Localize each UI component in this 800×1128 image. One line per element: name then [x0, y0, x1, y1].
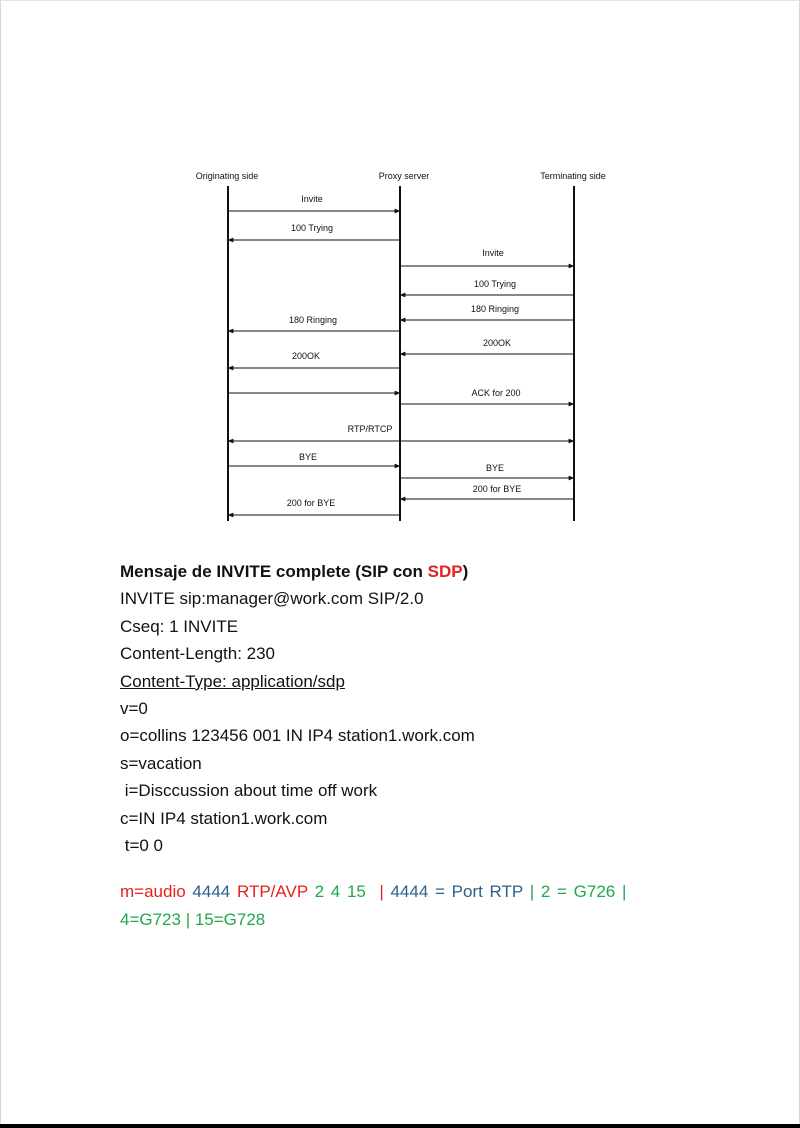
message-label-14: 200 for BYE: [286, 498, 336, 508]
message-label-10: RTP/RTCP: [347, 424, 393, 434]
message-label-12: BYE: [485, 463, 505, 473]
media-port: 4444: [192, 882, 231, 902]
heading-sdp: SDP: [427, 562, 463, 581]
sdp-connection-line: c=IN IP4 station1.work.com: [120, 808, 328, 828]
participant-label-0: Originating side: [195, 171, 259, 181]
heading-close: ): [462, 562, 469, 581]
media-port-note: 4444 = Port RTP: [390, 882, 523, 902]
media-sep-3: |: [622, 882, 627, 902]
media-formats: 2 4 15: [314, 882, 366, 902]
message-label-7: 200OK: [291, 351, 321, 361]
heading-text: Mensaje de INVITE complete (SIP con: [120, 562, 428, 581]
sdp-info-line: i=Disccussion about time off work: [120, 781, 378, 801]
message-label-11: BYE: [298, 452, 318, 462]
message-label-13: 200 for BYE: [472, 484, 522, 494]
request-line: INVITE sip:manager@work.com SIP/2.0: [120, 589, 424, 609]
sdp-session-line: s=vacation: [120, 753, 202, 773]
sdp-media-line-2: 4=G723 | 15=G728: [120, 909, 266, 929]
content-type-text: Content-Type: application/sdp: [120, 671, 345, 691]
sdp-media-line: [120, 878, 700, 905]
sip-call-flow-diagram: [0, 0, 800, 540]
media-g726: 2 = G726: [540, 882, 616, 902]
message-label-3: 100 Trying: [473, 279, 517, 289]
message-label-2: Invite: [482, 248, 504, 258]
sdp-version-line: v=0: [120, 698, 148, 718]
message-label-1: 100 Trying: [290, 223, 334, 233]
message-label-0: Invite: [301, 194, 323, 204]
media-proto: RTP/AVP: [236, 882, 308, 902]
sip-invite-message: [120, 558, 700, 933]
content-type-line: [120, 668, 700, 695]
cseq-line: Cseq: 1 INVITE: [120, 616, 239, 636]
sdp-origin-line: o=collins 123456 001 IN IP4 station1.work.com: [120, 726, 475, 746]
message-label-6: 200OK: [482, 338, 512, 348]
message-label-9: ACK for 200: [471, 388, 521, 398]
media-sep-2: |: [529, 882, 535, 902]
sdp-time-line: t=0 0: [120, 835, 164, 855]
participant-label-2: Terminating side: [540, 171, 606, 181]
message-label-4: 180 Ringing: [470, 304, 520, 314]
message-label-5: 180 Ringing: [288, 315, 338, 325]
page-bottom-rule: [0, 1124, 800, 1128]
media-type: m=audio: [120, 882, 186, 902]
participant-label-1: Proxy server: [378, 171, 430, 181]
content-length-line: Content-Length: 230: [120, 644, 276, 664]
message-heading: [120, 558, 700, 585]
media-sep-1: |: [379, 882, 384, 902]
